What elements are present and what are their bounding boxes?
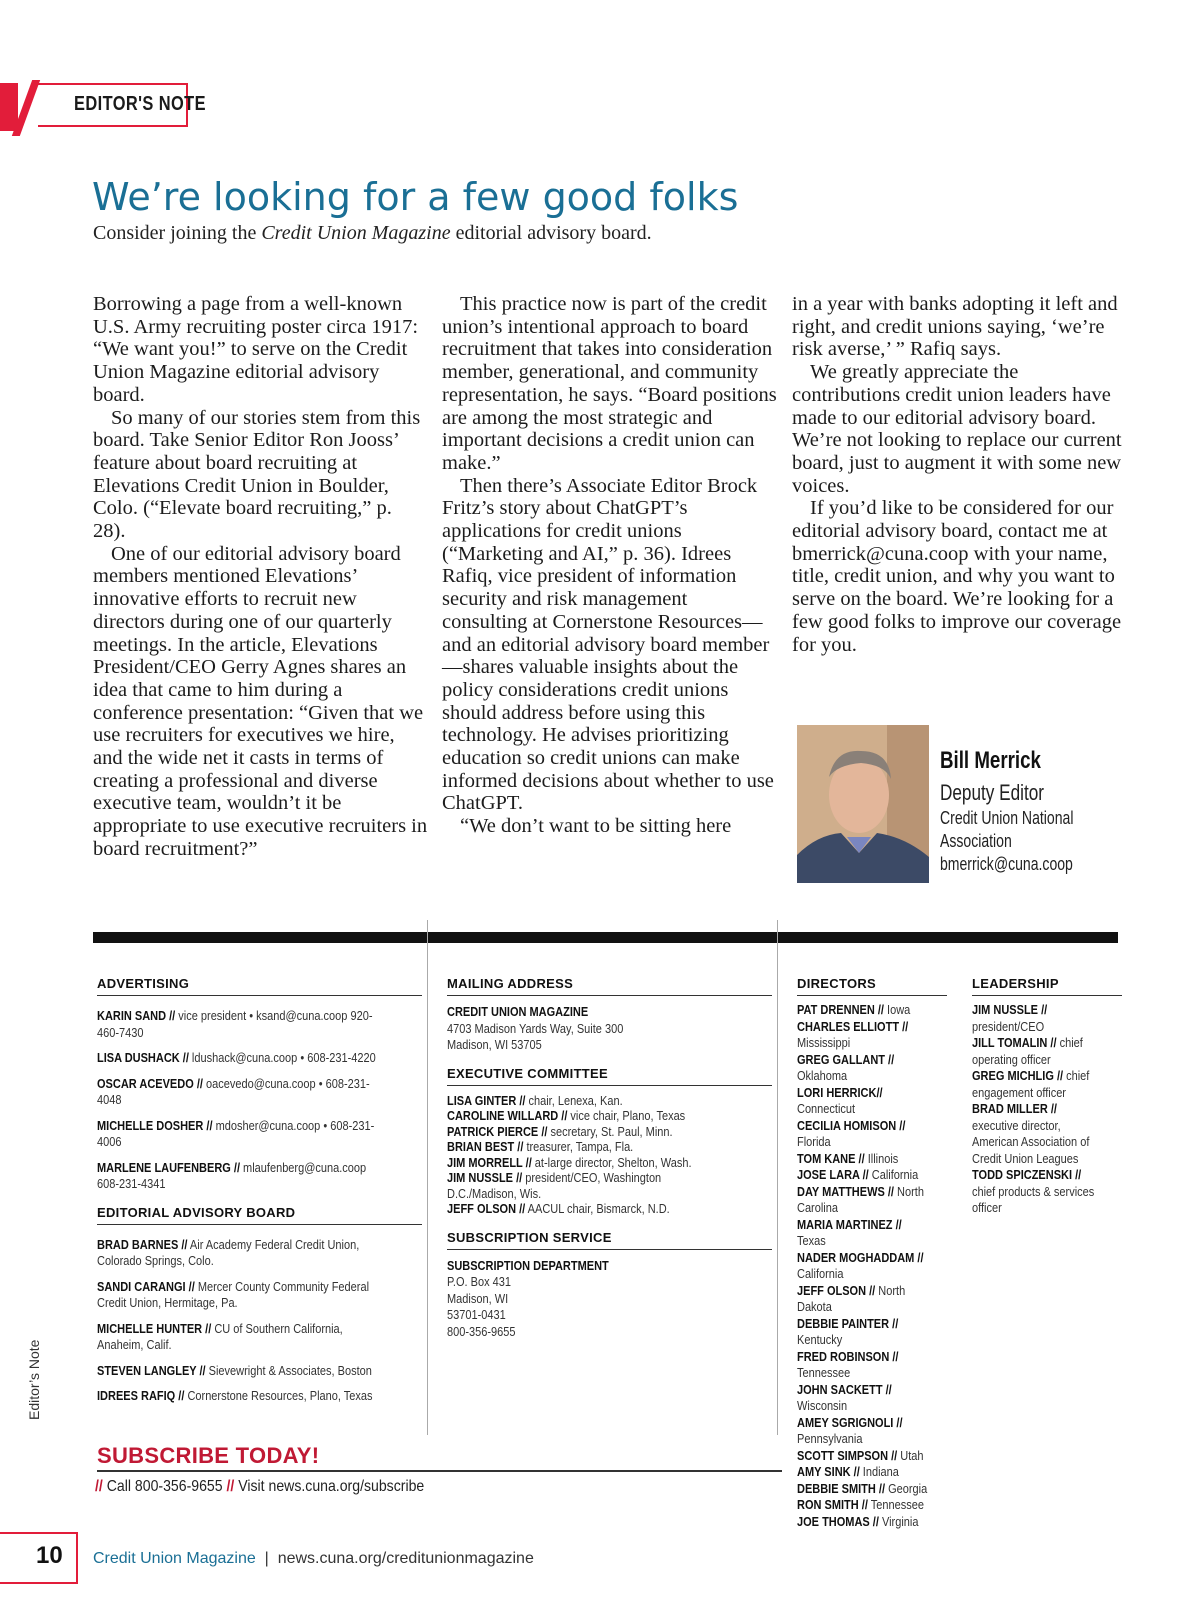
masthead-entry (797, 1217, 929, 1250)
leadership-list (972, 1002, 1104, 1217)
masthead-entry (797, 1481, 929, 1498)
entry-name: IDREES RAFIQ // (97, 1389, 185, 1403)
entry-detail: AACUL chair, Bismarck, N.D. (525, 1202, 670, 1216)
entry-detail: Virginia (878, 1514, 919, 1529)
entry-name: JILL TOMALIN // (972, 1036, 1057, 1050)
section-heading: ADVERTISING (97, 976, 422, 996)
masthead-entry (797, 1118, 929, 1151)
entry-detail: Georgia (885, 1481, 928, 1496)
entry-name: AMEY SGRIGNOLI // (797, 1415, 903, 1430)
body-paragraph: in a year with banks adopting it left and right, and credit unions saying, ‘we’re risk averse,’ ” Rafiq says. (792, 293, 1118, 361)
subscription-address (447, 1258, 733, 1341)
entry-detail: executive director, American Association of Credit Union Leagues (972, 1118, 1090, 1166)
entry-detail: mdosher@cuna.coop • 608-231-4006 (97, 1118, 375, 1149)
masthead-entry (97, 1076, 383, 1109)
entry-name: RON SMITH // (797, 1498, 868, 1512)
entry-detail: Sievewright & Associates, Boston (205, 1363, 372, 1378)
entry-detail: secretary, St. Paul, Minn. (547, 1124, 673, 1139)
entry-name: GREG GALLANT // (797, 1052, 895, 1067)
masthead-entry (797, 1184, 929, 1217)
entry-name: JOSE LARA // (797, 1168, 869, 1182)
mailing-address (447, 1004, 733, 1054)
masthead-entry (797, 1151, 929, 1168)
entry-name: KARIN SAND // (97, 1009, 176, 1023)
section-heading: SUBSCRIPTION SERVICE (447, 1230, 772, 1250)
entry-detail: Mississippi (797, 1036, 851, 1050)
entry-detail: treasurer, Tampa, Fla. (523, 1140, 634, 1154)
entry-name: MICHELLE HUNTER // (97, 1321, 212, 1336)
entry-detail: California (868, 1168, 919, 1182)
entry-name: PATRICK PIERCE // (447, 1124, 548, 1139)
masthead-entry (797, 1052, 929, 1085)
entry-name: LISA GINTER // (447, 1093, 526, 1108)
entry-detail: Cornerstone Resources, Plano, Texas (184, 1389, 373, 1403)
entry-name: FRED ROBINSON // (797, 1349, 899, 1364)
masthead-entry (972, 1002, 1104, 1035)
masthead-entry (797, 1497, 929, 1514)
advertising-list (97, 1008, 422, 1193)
entry-name: TODD SPICZENSKI // (972, 1168, 1082, 1182)
author-email: bmerrick@cuna.coop (940, 854, 1073, 874)
entry-detail: chief products & services officer (972, 1184, 1095, 1215)
entry-detail: chief engagement officer (972, 1069, 1090, 1100)
entry-detail: vice president • ksand@cuna.coop 920-460-7430 (97, 1009, 373, 1040)
author-org: Association (940, 831, 1012, 851)
section-heading: MAILING ADDRESS (447, 976, 772, 996)
masthead-entry (97, 1237, 383, 1270)
subscribe-info (95, 1478, 424, 1496)
body-paragraph: Borrowing a page from a well-known U.S. Army recruiting poster circa 1917: “We want you!” to serve on the Credit Union Magazine editorial advisory board. (93, 293, 419, 406)
entry-detail: Indiana (859, 1465, 899, 1479)
entry-detail: vice chair, Plano, Texas (567, 1109, 686, 1123)
subscribe-title: SUBSCRIBE TODAY! (97, 1443, 320, 1468)
entry-detail: North Dakota (797, 1283, 906, 1314)
address-line: Madison, WI (447, 1291, 509, 1306)
deck (93, 222, 652, 245)
entry-name: GREG MICHLIG // (972, 1069, 1064, 1083)
masthead-entry (797, 1464, 929, 1481)
entry-detail: president/CEO (972, 1019, 1045, 1034)
column-divider (427, 920, 428, 1435)
entry-detail: Illinois (864, 1151, 899, 1166)
address-line: 53701-0431 (447, 1308, 506, 1322)
footer-separator: | (255, 1550, 278, 1567)
masthead-entry (797, 1316, 929, 1349)
masthead-entry (797, 1250, 929, 1283)
entry-detail: chair, Lenexa, Kan. (525, 1093, 623, 1108)
entry-name: AMY SINK // (797, 1465, 860, 1479)
author-title: Deputy Editor (940, 780, 1044, 805)
masthead-entry (972, 1167, 1104, 1217)
author-name: Bill Merrick (940, 747, 1041, 774)
body-paragraph: Then there’s Associate Editor Brock Fritz’s story about ChatGPT’s applications for credit unions (“Marketing and AI,” p. 36). Idrees Rafiq, vice president of information security and risk management consulting at Cornerstone Resources—and an editorial advisory board member—shares valuable insights about the policy considerations credit unions should address before using this technology. He advises prioritizing education so credit unions can make informed decisions about whether to use ChatGPT. (442, 474, 774, 815)
entry-detail: president/CEO, Washington D.C./Madison, Wis. (447, 1171, 662, 1201)
entry-detail: Texas (797, 1234, 826, 1248)
address-line: Madison, WI 53705 (447, 1038, 542, 1052)
masthead-column-3 (797, 976, 947, 1530)
body-column-1 (93, 293, 428, 861)
entry-detail: Tennessee (797, 1366, 851, 1380)
masthead-entry (797, 1002, 929, 1019)
entry-name: JIM NUSSLE // (972, 1003, 1048, 1017)
masthead-entry (797, 1382, 929, 1415)
masthead-column-1 (97, 976, 422, 1417)
entry-name: LORI HERRICK// (797, 1085, 883, 1100)
masthead-entry (797, 1167, 929, 1184)
entry-detail: oacevedo@cuna.coop • 608-231-4048 (97, 1076, 370, 1107)
masthead-entry (447, 1202, 733, 1218)
body-paragraph: One of our editorial advisory board members mentioned Elevations’ innovative efforts to recruit new directors during one of our quarterly meetings. In the article, Elevations President/CEO Gerry Agnes shares an idea that came to him during a conference presentation: “Given that we use recruiters for executives we hire, and the wide net it casts in terms of creating a professional and diverse executive team, wouldn’t it be appropriate to use executive recruiters in board recruitment?” (93, 542, 428, 860)
entry-detail: Connecticut (797, 1102, 856, 1116)
body-paragraph: If you’d like to be considered for our editorial advisory board, contact me at bmerrick@cuna.coop with your name, title, credit union, and why you want to serve on the board. We’re looking for a few good folks to improve our coverage for you. (792, 497, 1122, 656)
entry-name: NADER MOGHADDAM // (797, 1250, 924, 1265)
entry-name: SANDI CARANGI // (97, 1279, 195, 1294)
masthead-entry (972, 1101, 1104, 1167)
masthead-entry (797, 1349, 929, 1382)
entry-detail: Tennessee (867, 1498, 924, 1512)
side-section-label: Editor’s Note (26, 1339, 42, 1420)
entry-detail: Oklahoma (797, 1069, 848, 1083)
entry-name: CHARLES ELLIOTT // (797, 1019, 909, 1034)
body-column-3 (792, 293, 1122, 656)
editorial-board-list (97, 1237, 422, 1405)
address-line: P.O. Box 431 (447, 1275, 512, 1289)
masthead-entry (797, 1019, 929, 1052)
entry-detail: chief operating officer (972, 1036, 1083, 1067)
entry-detail: Pennsylvania (797, 1432, 863, 1446)
directors-list (797, 1002, 929, 1530)
subscribe-link[interactable]: Visit news.cuna.org/subscribe (234, 1478, 425, 1495)
subscribe-rule (97, 1470, 782, 1472)
masthead-entry (797, 1448, 929, 1465)
body-paragraph: “We don’t want to be sitting here (460, 815, 732, 838)
page-number: 10 (36, 1542, 63, 1569)
footer-magazine: Credit Union Magazine (93, 1550, 256, 1567)
section-heading: EXECUTIVE COMMITTEE (447, 1066, 772, 1086)
subscription-name: SUBSCRIPTION DEPARTMENT (447, 1258, 609, 1273)
entry-detail: Utah (897, 1448, 924, 1463)
deck-after: editorial advisory board. (450, 222, 652, 244)
entry-detail: at-large director, Shelton, Wash. (531, 1155, 692, 1170)
masthead-entry (97, 1008, 383, 1041)
entry-name: DEBBIE SMITH // (797, 1481, 886, 1496)
masthead-entry (447, 1109, 733, 1125)
entry-detail: Air Academy Federal Credit Union, Colorado Springs, Colo. (97, 1237, 360, 1268)
mailing-name: CREDIT UNION MAGAZINE (447, 1005, 589, 1019)
headline: We’re looking for a few good folks (92, 175, 739, 219)
masthead-entry (447, 1125, 733, 1141)
entry-detail: Mercer County Community Federal Credit Union, Hermitage, Pa. (97, 1279, 370, 1310)
entry-name: BRAD BARNES // (97, 1237, 188, 1252)
entry-name: DEBBIE PAINTER // (797, 1316, 899, 1331)
footer-url[interactable]: news.cuna.org/creditunionmagazine (277, 1550, 534, 1567)
entry-detail: ldushack@cuna.coop • 608-231-4220 (188, 1051, 376, 1065)
entry-detail: Florida (797, 1135, 831, 1149)
entry-detail: mlaufenberg@cuna.coop 608-231-4341 (97, 1160, 367, 1191)
entry-name: DAY MATTHEWS // (797, 1184, 894, 1199)
entry-name: JEFF OLSON // (797, 1283, 876, 1298)
masthead-entry (797, 1415, 929, 1448)
executive-list (447, 1094, 733, 1218)
entry-name: TOM KANE // (797, 1151, 865, 1166)
entry-name: BRIAN BEST // (447, 1140, 524, 1154)
author-org: Credit Union National (940, 808, 1074, 828)
masthead-rule (93, 932, 1118, 943)
body-paragraph: So many of our stories stem from this board. Take Senior Editor Ron Jooss’ feature about board recruiting at Elevations Credit Union in Boulder, Colo. (“Elevate board recruiting,” p. 28). (93, 406, 421, 543)
entry-name: JEFF OLSON // (447, 1202, 526, 1216)
slash-mark: // (95, 1478, 103, 1495)
slash-mark: // (226, 1478, 235, 1495)
masthead-entry (97, 1363, 383, 1380)
masthead-entry (447, 1156, 733, 1172)
section-heading: EDITORIAL ADVISORY BOARD (97, 1205, 422, 1225)
masthead-entry (972, 1035, 1104, 1068)
masthead-entry (797, 1283, 929, 1316)
author-photo (797, 725, 929, 883)
entry-name: CAROLINE WILLARD // (447, 1109, 568, 1123)
masthead-entry (797, 1514, 929, 1531)
masthead-entry (972, 1068, 1104, 1101)
column-divider (777, 920, 778, 1435)
section-heading: LEADERSHIP (972, 976, 1122, 996)
masthead-entry (97, 1388, 383, 1405)
entry-detail: Wisconsin (797, 1399, 848, 1413)
footer-text (93, 1550, 534, 1568)
entry-name: JIM MORRELL // (447, 1155, 532, 1170)
entry-name: LISA DUSHACK // (97, 1051, 189, 1065)
body-column-2 (442, 293, 777, 838)
masthead-entry (97, 1050, 383, 1067)
entry-name: JOHN SACKETT // (797, 1382, 892, 1397)
entry-name: JOE THOMAS // (797, 1514, 879, 1529)
section-tab-label: EDITOR'S NOTE (74, 93, 206, 115)
masthead-entry (447, 1171, 733, 1202)
entry-name: PAT DRENNEN // (797, 1003, 884, 1017)
phone-number: 800-356-9655 (447, 1324, 516, 1339)
masthead-entry (97, 1279, 383, 1312)
entry-detail: Iowa (883, 1003, 911, 1017)
masthead-column-4 (972, 976, 1122, 1217)
masthead-entry (97, 1160, 383, 1193)
masthead-column-2 (447, 976, 772, 1352)
entry-name: STEVEN LANGLEY // (97, 1363, 206, 1378)
masthead-entry (447, 1094, 733, 1110)
deck-before: Consider joining the (93, 222, 262, 244)
entry-name: SCOTT SIMPSON // (797, 1448, 898, 1463)
masthead-entry (797, 1085, 929, 1118)
entry-name: JIM NUSSLE // (447, 1171, 523, 1185)
entry-detail: CU of Southern California, Anaheim, Calif. (97, 1321, 343, 1352)
masthead-entry (447, 1140, 733, 1156)
entry-detail: California (797, 1267, 844, 1281)
entry-detail: Kentucky (797, 1333, 843, 1347)
entry-detail: North Carolina (797, 1184, 924, 1215)
entry-name: MICHELLE DOSHER // (97, 1118, 213, 1133)
entry-name: MARLENE LAUFENBERG // (97, 1160, 240, 1175)
deck-magazine-name: Credit Union Magazine (261, 222, 451, 244)
entry-name: BRAD MILLER // (972, 1102, 1057, 1116)
body-paragraph: This practice now is part of the credit union’s intentional approach to board recruitment that takes into consideration member, generational, and community representation, he says. “Board positions are among the most strategic and important decisions a credit union can make.” (442, 293, 777, 474)
masthead-entry (97, 1118, 383, 1151)
entry-name: OSCAR ACEVEDO // (97, 1076, 203, 1091)
entry-name: CECILIA HOMISON // (797, 1118, 906, 1133)
address-line: 4703 Madison Yards Way, Suite 300 (447, 1021, 624, 1036)
entry-name: MARIA MARTINEZ // (797, 1217, 902, 1232)
subscribe-call: Call 800-356-9655 (102, 1478, 227, 1495)
body-paragraph: We greatly appreciate the contributions credit union leaders have made to our editorial advisory board. We’re not looking to replace our current board, just to augment it with some new voices. (792, 361, 1122, 497)
masthead-entry (97, 1321, 383, 1354)
section-heading: DIRECTORS (797, 976, 947, 996)
